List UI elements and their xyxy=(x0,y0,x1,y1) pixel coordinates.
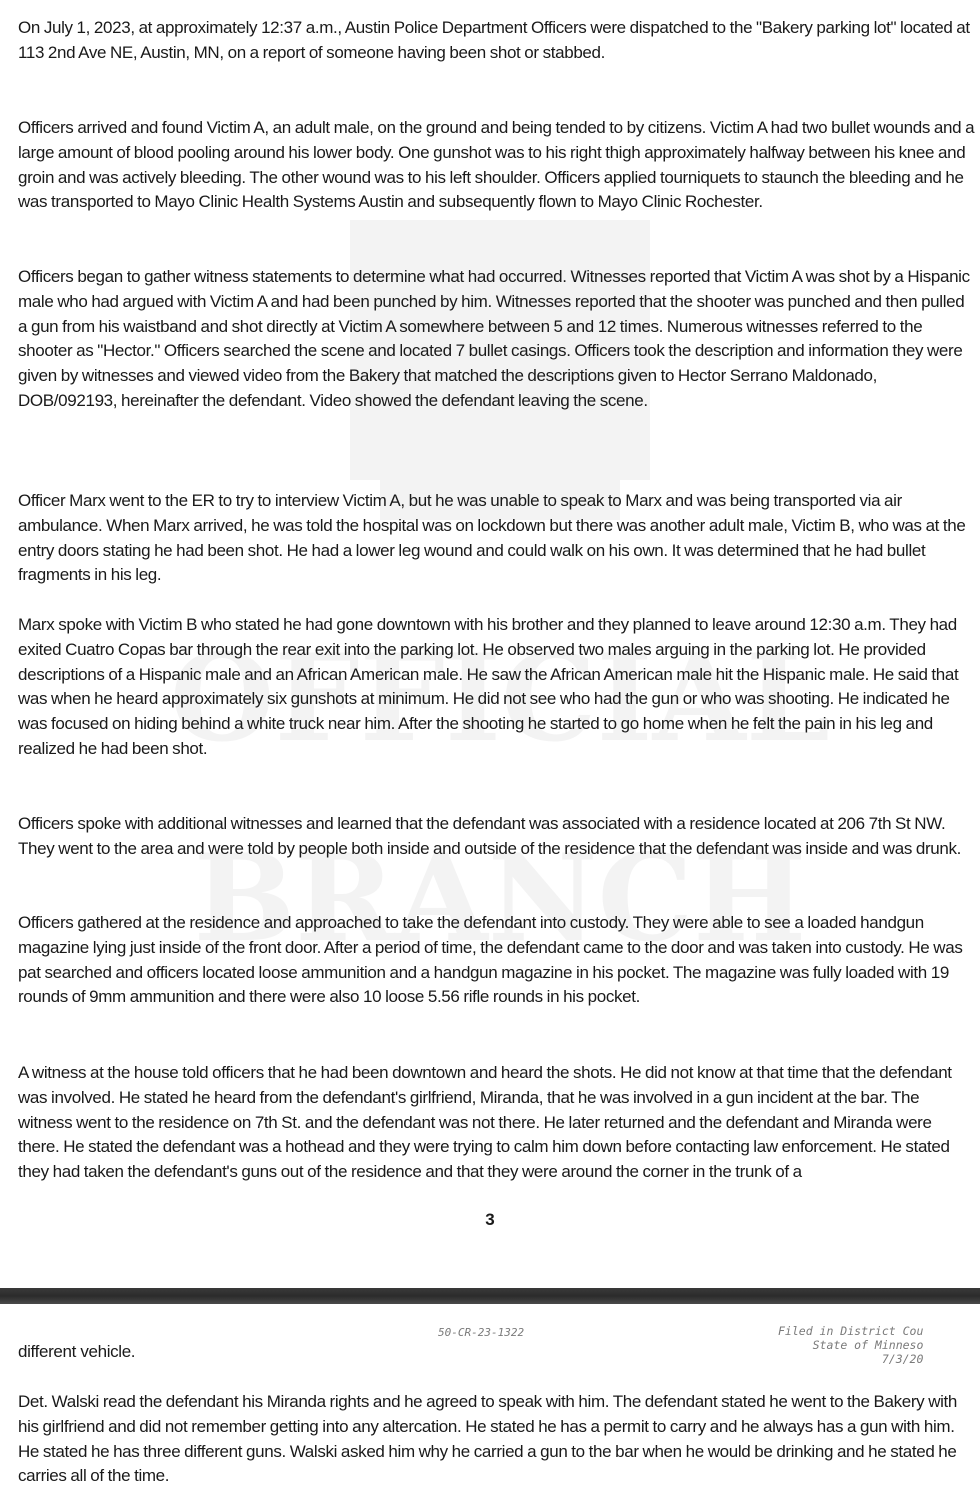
paragraph-text: Officers arrived and found Victim A, an adult male, on the ground and being tended to by citizens. Victim A had two bullet wounds and a large amount of blood pooling around his lower body. One gunshot was to his right thigh approximately halfway between his knee and groin and was actively bleeding. The other wound was to his left shoulder. Officers applied tourniquets to staunch the bleeding and he was transported to Mayo Clinic Health Systems Austin and subsequently flown to Mayo Clinic Rochester. xyxy=(18,118,975,212)
paragraph-text: Officers spoke with additional witnesses and learned that the defendant was associated with a residence located at 206 7th St NW. They went to the area and were told by people both inside and outside of the residence that the defendant was inside and was drunk. xyxy=(18,814,961,858)
case-number-header: 50-CR-23-1322 xyxy=(438,1326,525,1339)
paragraph-text: Officers began to gather witness statements to determine what had occurred. Witnesses reported that Victim A was shot by a Hispanic male who had argued with Victim A and had been punched by him. Witnesses reported that the shooter was punched and then pulled a gun from his waistband and shot directly at Victim A somewhere between 5 and 12 times. Numerous witnesses referred to the shooter as "Hector." Officers searched the scene and located 7 bullet casings. Officers took the description and information they were given by witnesses and viewed video from the Bakery that matched the descriptions given to Hector Serrano Maldonado, DOB/092193, hereinafter the defendant. Video showed the defendant leaving the scene. xyxy=(18,267,970,410)
paragraph-text: Officers gathered at the residence and approached to take the defendant into custody. They were able to see a loaded handgun magazine lying just inside of the front door. After a period of time, the defendant came to the door and was taken into custody. He was pat searched and officers located loose ammunition and a handgun magazine in his pocket. The magazine was fully loaded with 19 rounds of 9mm ammunition and there were also 10 loose 5.56 rifle rounds in his pocket. xyxy=(18,913,963,1007)
paragraph-house-witness xyxy=(18,1061,976,1185)
filed-stamp: Filed in District Cou State of Minneso 7/3/20 xyxy=(778,1324,924,1366)
page-number: 3 xyxy=(485,1210,495,1229)
paragraph-text: Officer Marx went to the ER to try to interview Victim A, but he was unable to speak to Marx and was being transported via air ambulance. When Marx arrived, he was told the hospital was on lockdown but there was another adult male, Victim B, who was at the entry doors stating he had been shot. He had a lower leg wound and could walk on his own. It was determined that he had bullet fragments in his leg. xyxy=(18,491,966,585)
paragraph-witness-statements xyxy=(18,265,976,414)
document-page-4 xyxy=(0,1304,980,1494)
paragraph-text: On July 1, 2023, at approximately 12:37 a.m., Austin Police Department Officers were dispatched to the "Bakery parking lot" located at 113 2nd Ave NE, Austin, MN, on a report of someone having been shot or stabbed. xyxy=(18,18,970,62)
paragraph-victim-b xyxy=(18,613,976,762)
paragraph-text: Det. Walski read the defendant his Miranda rights and he agreed to speak with him. The defendant stated he went to the Bakery with his girlfriend and did not remember getting into any altercation. He stated he has a permit to carry and he always has a gun with him. He stated he has three different guns. Walski asked him why he carried a gun to the bar when he would be drinking and he stated he carries all of the time. xyxy=(18,1392,958,1486)
continuation-text: different vehicle. xyxy=(18,1342,136,1361)
paragraph-officer-marx xyxy=(18,489,976,588)
page-divider xyxy=(0,1288,980,1304)
paragraph-residence xyxy=(18,812,976,862)
paragraph-text: Marx spoke with Victim B who stated he had gone downtown with his brother and they planned to leave around 12:30 a.m. They had exited Cuatro Copas bar through the rear exit into the parking lot. He observed two males arguing in the parking lot. He provided descriptions of a Hispanic male and an African American male. He saw the African American male hit the Hispanic male. He said that was when he heard approximately six gunshots at minimum. He did not see who had the gun or who was shooting. He indicated he was focused on hiding behind a white truck near him. After the shooting he started to go home when he felt the pain in his leg and realized he had been shot. xyxy=(18,615,959,758)
paragraph-text: A witness at the house told officers that he had been downtown and heard the shots. He did not know at that time that the defendant was involved. He stated he heard from the defendant's girlfriend, Miranda, that he was involved in a gun incident at the bar. The witness went to the residence on 7th St. and the defendant was not there. He later returned and the defendant and Miranda were there. He stated the defendant was a hothead and they were trying to calm him down before contacting law enforcement. He stated they had taken the defendant's guns out of the residence and that they were around the corner in the trunk of a xyxy=(18,1063,952,1182)
paragraph-victim-a xyxy=(18,116,976,215)
paragraph-miranda xyxy=(18,1390,976,1489)
paragraph-dispatch xyxy=(18,16,976,66)
paragraph-custody xyxy=(18,911,976,1010)
